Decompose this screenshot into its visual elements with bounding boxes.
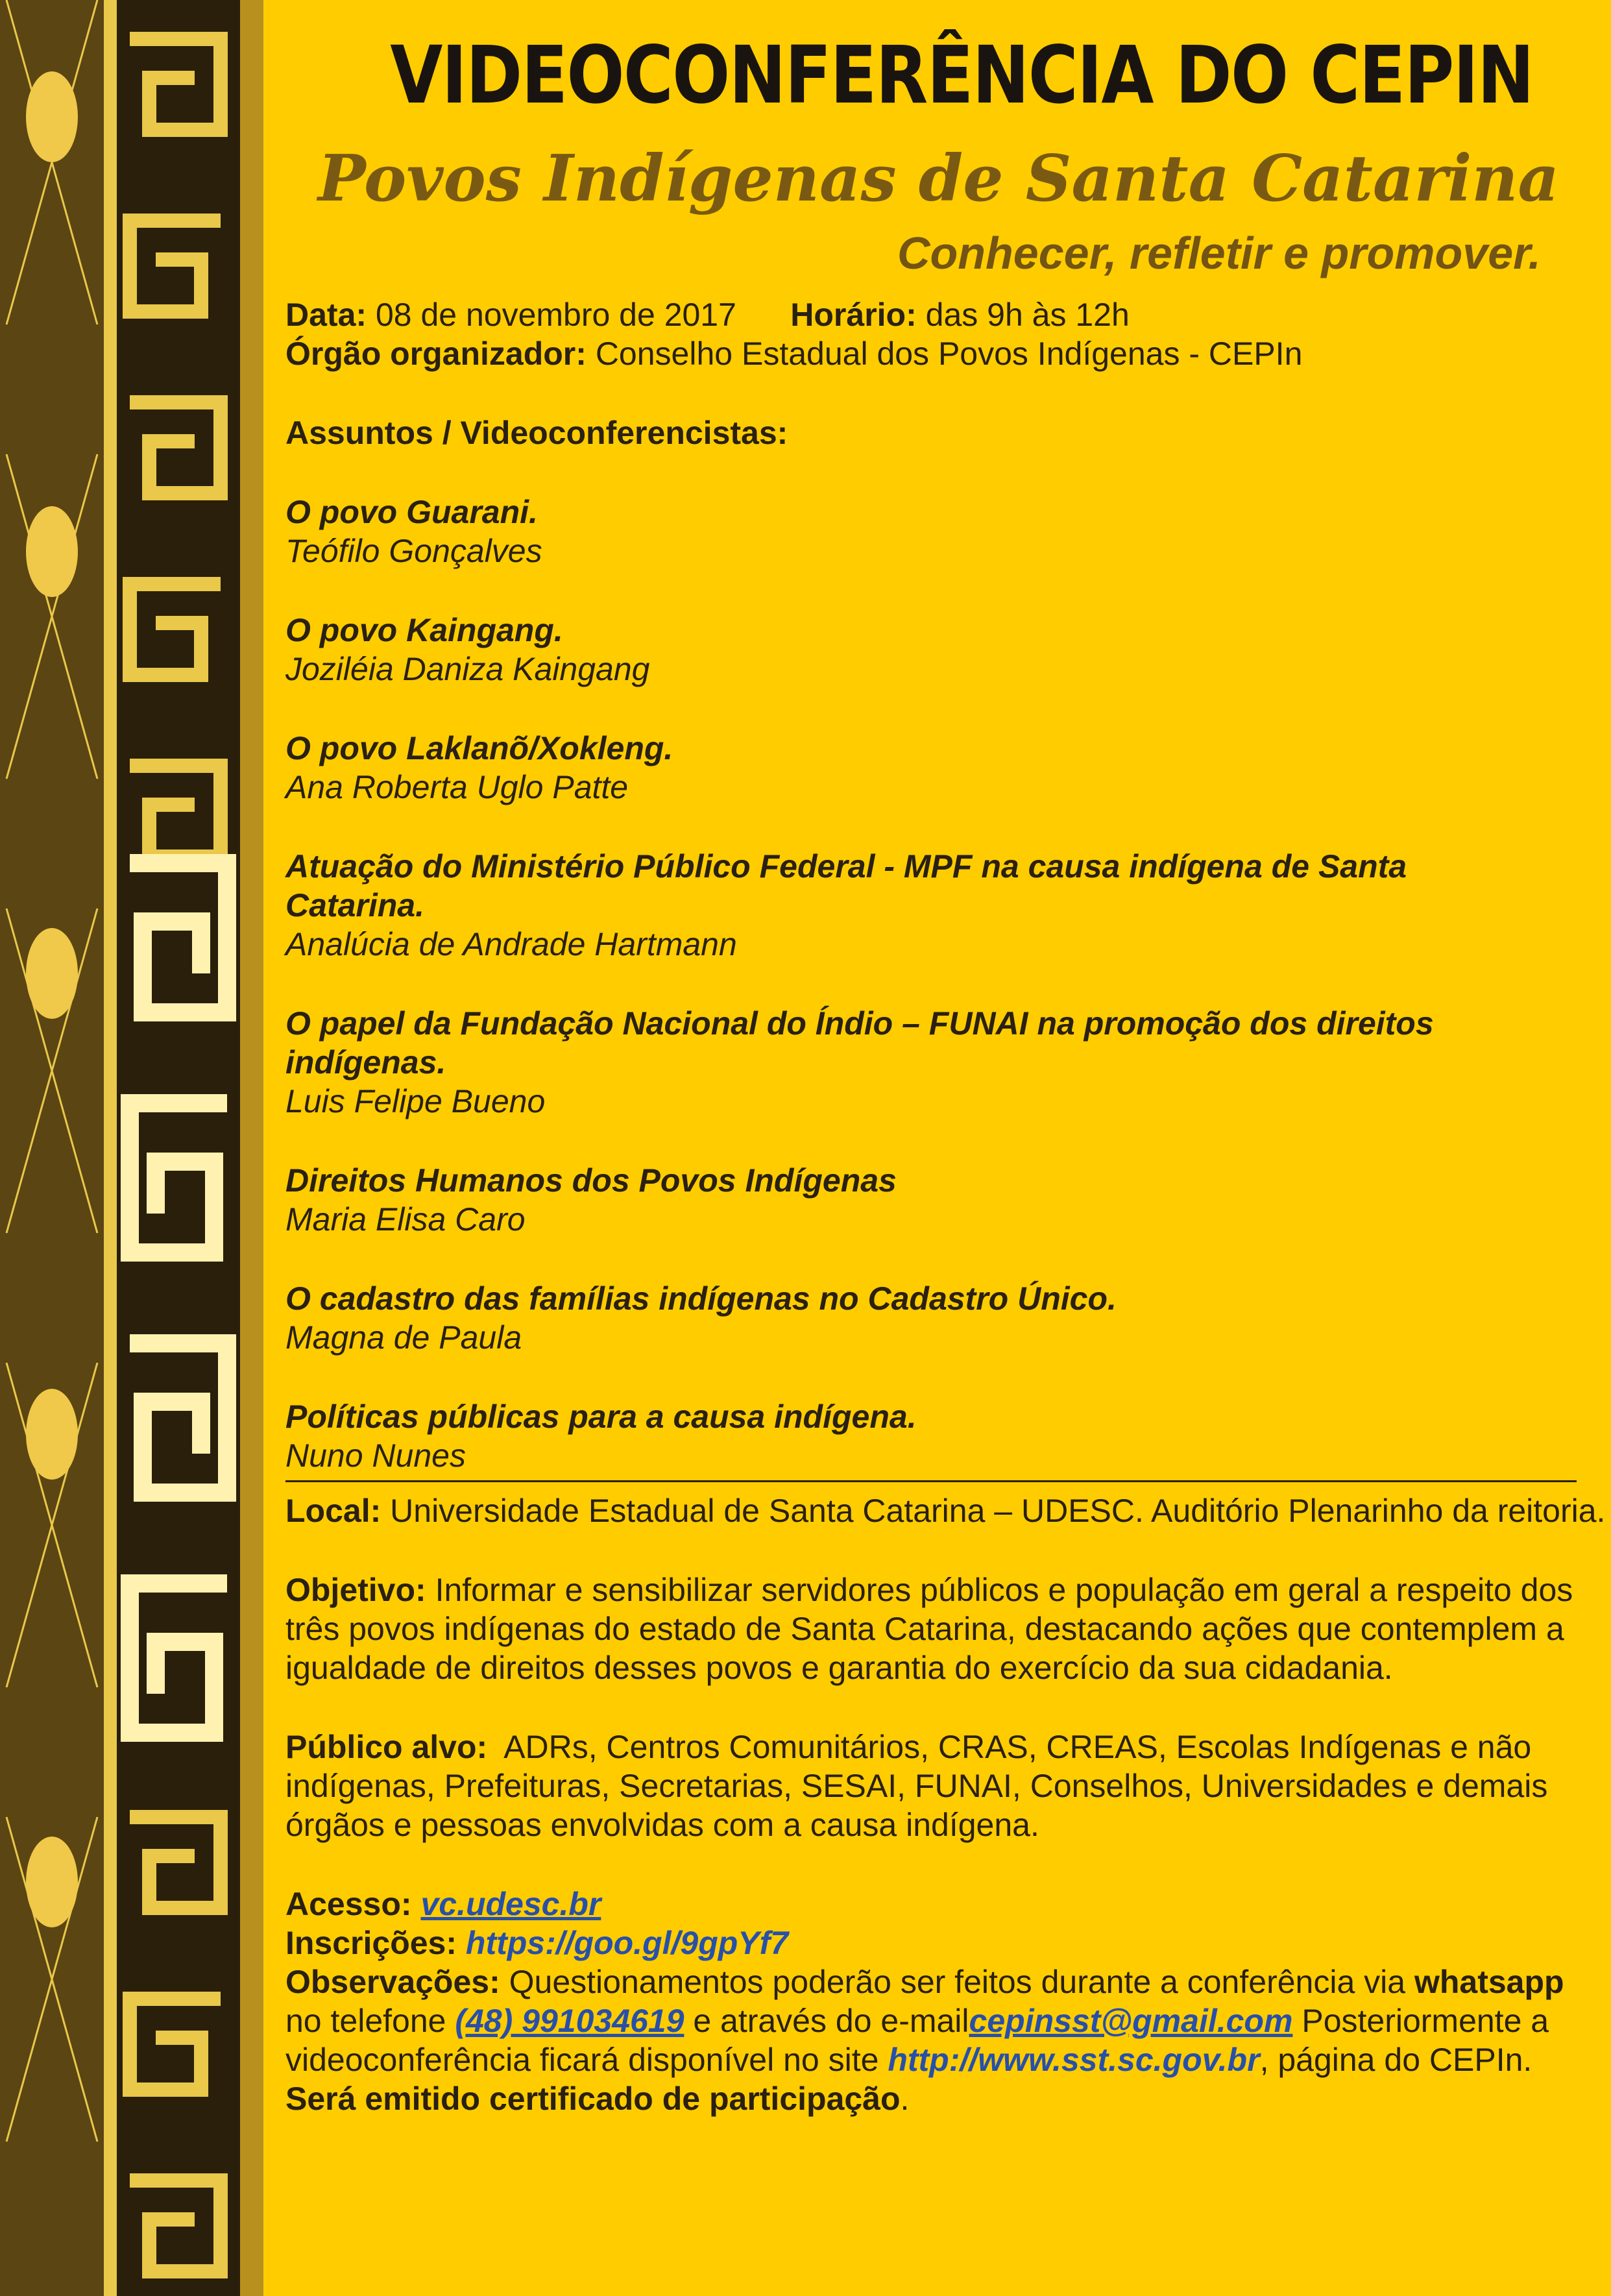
indigenous-pattern-banner — [0, 0, 263, 2296]
time-label: Horário: — [790, 297, 917, 333]
organizer-label: Órgão organizador: — [285, 336, 587, 372]
objective-label: Objetivo: — [285, 1572, 426, 1608]
organizer-line — [285, 334, 1609, 373]
local-label: Local: — [285, 1493, 382, 1529]
whatsapp-text: whatsapp — [1414, 1964, 1564, 2000]
topic-title: O papel da Fundação Nacional do Índio – FUNAI na promoção dos direitos indígenas. — [285, 1005, 1434, 1081]
subtitle: Povos Indígenas de Santa Catarina — [318, 141, 1560, 216]
poster-body — [285, 295, 1609, 2118]
notes-text: Questionamentos poderão ser feitos durante a conferência via — [509, 1964, 1406, 2000]
tagline: Conhecer, refletir e promover. — [897, 228, 1541, 278]
notes-period: . — [900, 2081, 910, 2117]
signup-line — [285, 1924, 1609, 1962]
time-value: das 9h às 12h — [925, 297, 1130, 333]
signup-label: Inscrições: — [285, 1925, 457, 1961]
audience-label: Público alvo: — [285, 1729, 488, 1765]
date-line — [285, 295, 1609, 334]
topic-speaker: Maria Elisa Caro — [285, 1201, 526, 1238]
topic-speaker: Luis Felipe Bueno — [285, 1083, 546, 1119]
date-label: Data: — [285, 297, 367, 333]
organizer-value: Conselho Estadual dos Povos Indígenas - CEPIn — [595, 336, 1303, 372]
local-value: Universidade Estadual de Santa Catarina – UDESC. Auditório Plenarinho da reitoria. — [390, 1493, 1606, 1529]
notes-text: e através do e-mail — [693, 2003, 969, 2039]
notes-paragraph — [285, 1962, 1609, 2118]
main-title: VIDEOCONFERÊNCIA DO CEPIN — [390, 29, 1534, 121]
local-line — [285, 1491, 1609, 1530]
objective-line — [285, 1570, 1609, 1687]
phone-link[interactable]: (48) 991034619 — [455, 2003, 684, 2039]
notes-text: , página do CEPIn. — [1259, 2042, 1532, 2078]
certificate-text: Será emitido certificado de participação — [285, 2081, 901, 2117]
poster-content — [285, 0, 1611, 2296]
date-value: 08 de novembro de 2017 — [375, 297, 736, 333]
access-line — [285, 1885, 1609, 1924]
topic-speaker: Analúcia de Andrade Hartmann — [285, 926, 737, 962]
topic-speaker: Nuno Nunes — [285, 1437, 466, 1474]
audience-line — [285, 1728, 1609, 1844]
topic-title: Atuação do Ministério Público Federal - MPF na causa indígena de Santa Catarina. — [285, 848, 1407, 923]
topic-title: Direitos Humanos dos Povos Indígenas — [285, 1162, 897, 1199]
notes-text: no telefone — [285, 2003, 446, 2039]
divider — [285, 1480, 1577, 1482]
site-link[interactable]: http://www.sst.sc.gov.br — [888, 2042, 1260, 2078]
topic-title: O povo Kaingang. — [285, 612, 563, 648]
objective-value: Informar e sensibilizar servidores públicos e população em geral a respeito dos três povos indígenas do estado de Santa Catarina, destacando ações que contemplem a igualdade de direitos desses povos e garantia do exercício da sua cidadania. — [285, 1572, 1573, 1686]
audience-value: ADRs, Centros Comunitários, CRAS, CREAS, Escolas Indígenas e não indígenas, Prefeituras, Secretarias, SESAI, FUNAI, Conselhos, Universidades e demais órgãos e pessoas envolvidas com a causa indígena. — [285, 1729, 1548, 1843]
topic-title: O povo Guarani. — [285, 494, 538, 530]
notes-text: Posteriormente a videoconferência ficará disponível no site — [285, 2003, 1549, 2078]
topic-speaker: Joziléia Daniza Kaingang — [285, 651, 650, 687]
notes-label: Observações: — [285, 1964, 500, 2000]
topic-title: O povo Laklanõ/Xokleng. — [285, 730, 673, 766]
access-label: Acesso: — [285, 1886, 412, 1922]
email-link[interactable]: cepinsst@gmail.com — [969, 2003, 1293, 2039]
access-link[interactable]: vc.udesc.br — [420, 1886, 601, 1922]
signup-link[interactable]: https://goo.gl/9gpYf7 — [465, 1925, 789, 1961]
topic-title: O cadastro das famílias indígenas no Cadastro Único. — [285, 1280, 1117, 1317]
topic-speaker: Magna de Paula — [285, 1319, 522, 1356]
topics-heading: Assuntos / Videoconferencistas: — [285, 415, 788, 451]
topic-speaker: Ana Roberta Uglo Patte — [285, 769, 629, 805]
topic-speaker: Teófilo Gonçalves — [285, 533, 542, 569]
topic-title: Políticas públicas para a causa indígena. — [285, 1398, 917, 1435]
